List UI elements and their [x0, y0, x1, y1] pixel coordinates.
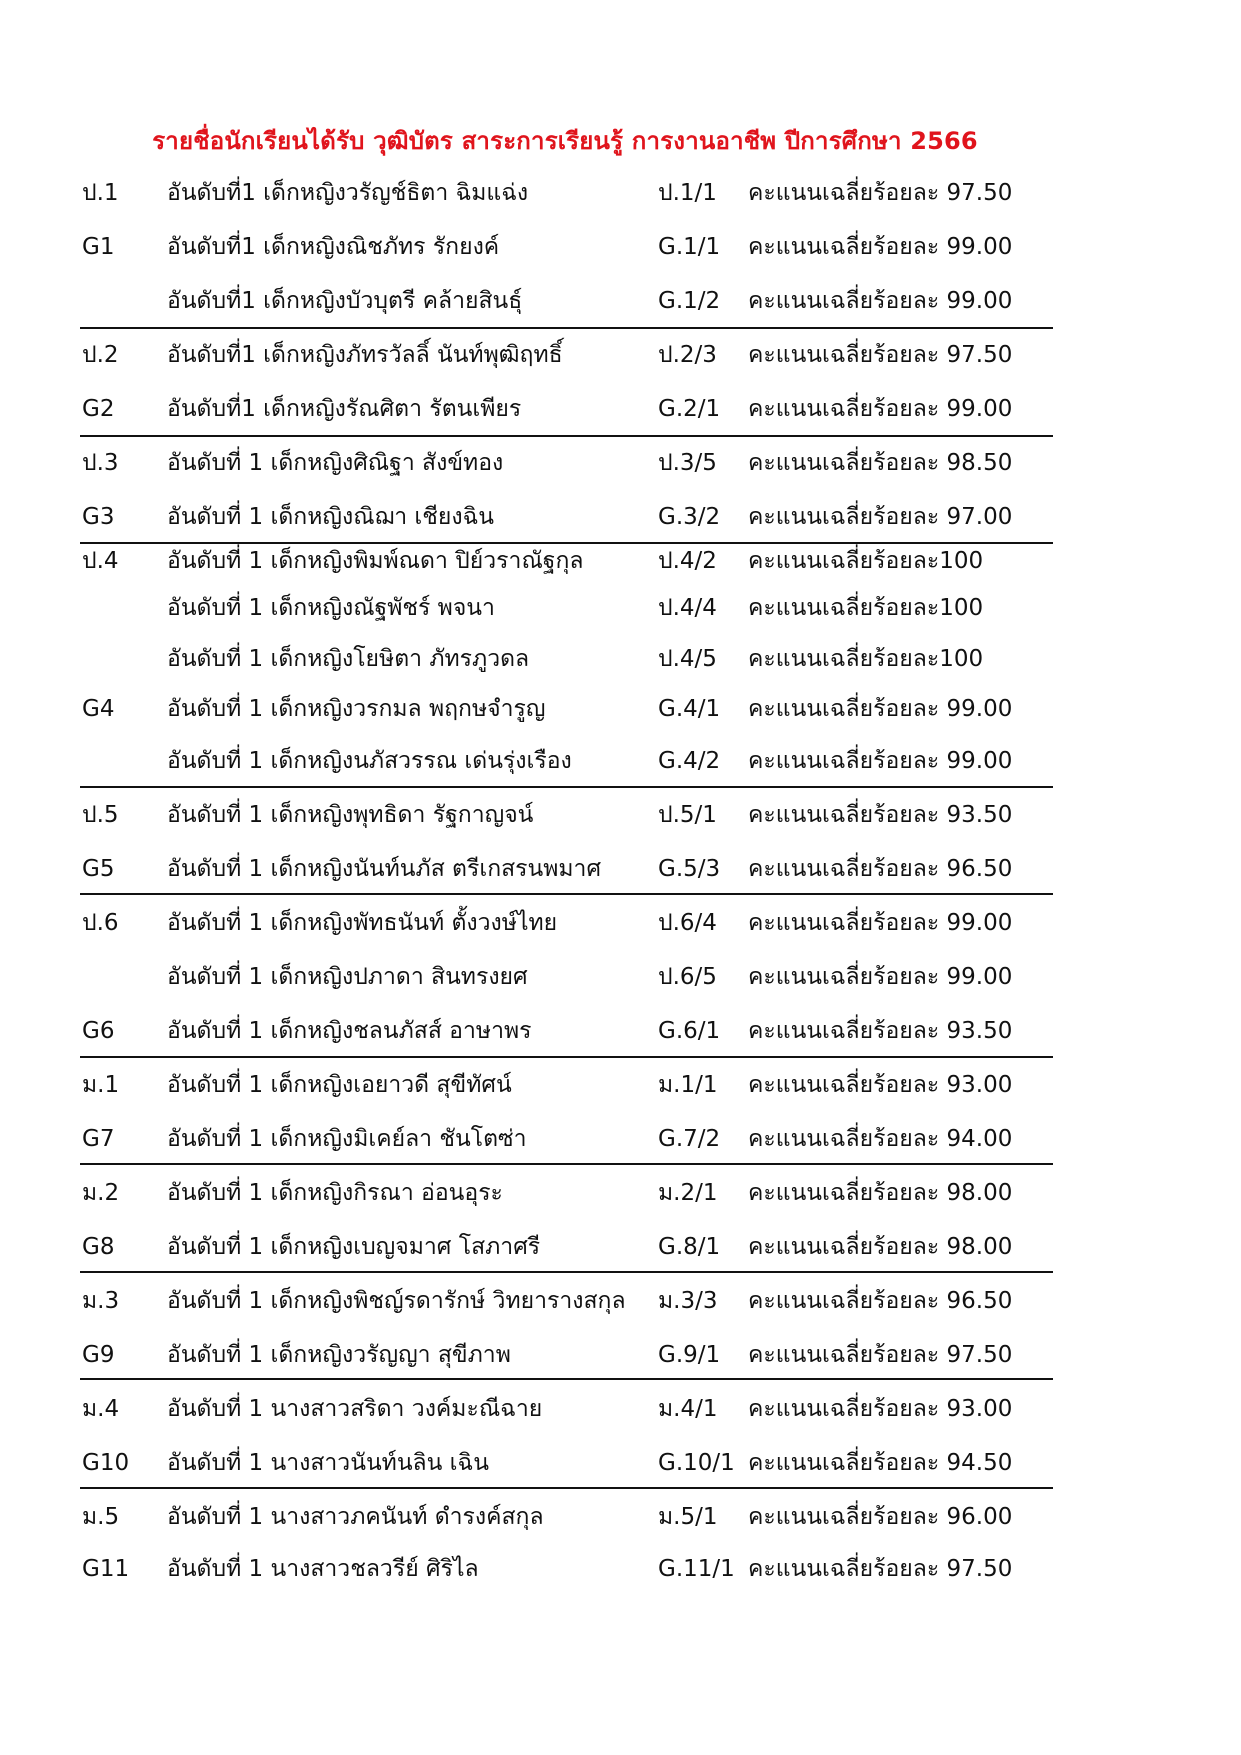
level-label: G10 [82, 1450, 130, 1476]
class-label: ป.6/5 [658, 964, 717, 990]
level-label: ป.6 [82, 910, 119, 936]
average-score: คะแนนเฉลี่ยร้อยละ 97.00 [748, 504, 1013, 530]
rank-name: อันดับที่ 1 นางสาวชลวรีย์ ศิริไล [167, 1556, 479, 1582]
rank-name: อันดับที่ 1 เด็กหญิงวรกมล พฤกษจำรูญ [167, 696, 546, 722]
rank-name: อันดับที่ 1 เด็กหญิงโยษิตา ภัทรภูวดล [167, 646, 530, 672]
average-score: คะแนนเฉลี่ยร้อยละ 99.00 [748, 234, 1013, 260]
average-score: คะแนนเฉลี่ยร้อยละ 96.50 [748, 856, 1013, 882]
class-label: G.1/2 [658, 288, 721, 314]
average-score: คะแนนเฉลี่ยร้อยละ 93.50 [748, 1018, 1013, 1044]
level-label: G11 [82, 1556, 130, 1582]
class-label: G.6/1 [658, 1018, 721, 1044]
class-label: G.2/1 [658, 396, 721, 422]
level-label: G9 [82, 1342, 115, 1368]
class-label: G.1/1 [658, 234, 721, 260]
average-score: คะแนนเฉลี่ยร้อยละ 99.00 [748, 748, 1013, 774]
section-divider [80, 1271, 1053, 1273]
class-label: ม.1/1 [658, 1072, 718, 1098]
rank-name: อันดับที่ 1 เด็กหญิงณิฌา เชียงฉิน [167, 504, 494, 530]
rank-name: อันดับที่ 1 เด็กหญิงนันท์นภัส ตรีเกสรนพมาศ [167, 856, 602, 882]
level-label: G2 [82, 396, 115, 422]
average-score: คะแนนเฉลี่ยร้อยละ100 [748, 548, 984, 574]
average-score: คะแนนเฉลี่ยร้อยละ 96.50 [748, 1288, 1013, 1314]
class-label: ป.4/5 [658, 646, 717, 672]
rank-name: อันดับที่1 เด็กหญิงวรัญช์ธิตา ฉิมแฉ่ง [167, 180, 529, 206]
rank-name: อันดับที่ 1 เด็กหญิงพิมพ์ณดา ปิย์วราณัฐกุล [167, 548, 584, 574]
rank-name: อันดับที่ 1 เด็กหญิงนภัสวรรณ เด่นรุ่งเรือง [167, 748, 572, 774]
section-divider [80, 786, 1053, 788]
class-label: G.9/1 [658, 1342, 721, 1368]
class-label: G.7/2 [658, 1126, 721, 1152]
average-score: คะแนนเฉลี่ยร้อยละ100 [748, 646, 984, 672]
level-label: G4 [82, 696, 115, 722]
class-label: ป.6/4 [658, 910, 717, 936]
rank-name: อันดับที่ 1 เด็กหญิงกิรณา อ่อนอุระ [167, 1180, 503, 1206]
class-label: ม.3/3 [658, 1288, 718, 1314]
average-score: คะแนนเฉลี่ยร้อยละ 97.50 [748, 1556, 1013, 1582]
class-label: G.10/1 [658, 1450, 735, 1476]
level-label: ม.2 [82, 1180, 120, 1206]
class-label: G.8/1 [658, 1234, 721, 1260]
level-label: ป.4 [82, 548, 119, 574]
level-label: G6 [82, 1018, 115, 1044]
rank-name: อันดับที่1 เด็กหญิงภัทรวัลลิ์ นันท์พุฒิฤทธิ์ [167, 342, 563, 368]
average-score: คะแนนเฉลี่ยร้อยละ 98.00 [748, 1234, 1013, 1260]
level-label: G7 [82, 1126, 115, 1152]
section-divider [80, 435, 1053, 437]
rank-name: อันดับที่ 1 เด็กหญิงวรัญญา สุขีภาพ [167, 1342, 511, 1368]
average-score: คะแนนเฉลี่ยร้อยละ 99.00 [748, 964, 1013, 990]
level-label: G5 [82, 856, 115, 882]
rank-name: อันดับที่ 1 เด็กหญิงพุทธิดา รัฐกาญจน์ [167, 802, 534, 828]
average-score: คะแนนเฉลี่ยร้อยละ 93.00 [748, 1072, 1013, 1098]
class-label: G.4/1 [658, 696, 721, 722]
level-label: ม.3 [82, 1288, 120, 1314]
class-label: ม.2/1 [658, 1180, 718, 1206]
rank-name: อันดับที่1 เด็กหญิงณิชภัทร รักยงค์ [167, 234, 500, 260]
class-label: G.3/2 [658, 504, 721, 530]
section-divider [80, 893, 1053, 895]
rank-name: อันดับที่ 1 เด็กหญิงเบญจมาศ โสภาศรี [167, 1234, 541, 1260]
average-score: คะแนนเฉลี่ยร้อยละ 97.50 [748, 180, 1013, 206]
average-score: คะแนนเฉลี่ยร้อยละ 93.50 [748, 802, 1013, 828]
rank-name: อันดับที่ 1 นางสาวนันท์นลิน เฉิน [167, 1450, 489, 1476]
level-label: ป.2 [82, 342, 119, 368]
level-label: G8 [82, 1234, 115, 1260]
class-label: G.5/3 [658, 856, 721, 882]
rank-name: อันดับที่ 1 นางสาวสริดา วงค์มะณีฉาย [167, 1396, 543, 1422]
average-score: คะแนนเฉลี่ยร้อยละ 97.50 [748, 342, 1013, 368]
rank-name: อันดับที่1 เด็กหญิงรัณศิตา รัตนเพียร [167, 396, 522, 422]
level-label: ป.3 [82, 450, 119, 476]
class-label: ป.4/2 [658, 548, 717, 574]
class-label: ป.5/1 [658, 802, 717, 828]
level-label: G1 [82, 234, 115, 260]
section-divider [80, 1056, 1053, 1058]
average-score: คะแนนเฉลี่ยร้อยละ 94.50 [748, 1450, 1013, 1476]
level-label: ม.1 [82, 1072, 120, 1098]
rank-name: อันดับที่ 1 เด็กหญิงชลนภัสส์ อาษาพร [167, 1018, 532, 1044]
rank-name: อันดับที่ 1 เด็กหญิงปภาดา สินทรงยศ [167, 964, 528, 990]
average-score: คะแนนเฉลี่ยร้อยละ 99.00 [748, 910, 1013, 936]
rank-name: อันดับที่ 1 เด็กหญิงศิณิฐา สังข์ทอง [167, 450, 504, 476]
average-score: คะแนนเฉลี่ยร้อยละ 94.00 [748, 1126, 1013, 1152]
rank-name: อันดับที่ 1 เด็กหญิงณัฐพัชร์ พจนา [167, 595, 495, 621]
level-label: ป.1 [82, 180, 119, 206]
rank-name: อันดับที่ 1 เด็กหญิงมิเคย์ลา ชันโตซ่า [167, 1126, 527, 1152]
level-label: ป.5 [82, 802, 119, 828]
average-score: คะแนนเฉลี่ยร้อยละ 99.00 [748, 288, 1013, 314]
rank-name: อันดับที่ 1 เด็กหญิงพิชญ์รดารักษ์ วิทยารางสกุล [167, 1288, 626, 1314]
rank-name: อันดับที่ 1 เด็กหญิงเอยาวดี สุขีทัศน์ [167, 1072, 512, 1098]
rank-name: อันดับที่ 1 นางสาวภคนันท์ ดำรงค์สกุล [167, 1504, 544, 1530]
rank-name: อันดับที่1 เด็กหญิงบัวบุตรี คล้ายสินธุ์ [167, 288, 523, 314]
section-divider [80, 1487, 1053, 1489]
section-divider [80, 1378, 1053, 1380]
section-divider [80, 327, 1053, 329]
average-score: คะแนนเฉลี่ยร้อยละ 93.00 [748, 1396, 1013, 1422]
average-score: คะแนนเฉลี่ยร้อยละ 99.00 [748, 696, 1013, 722]
level-label: ม.4 [82, 1396, 120, 1422]
average-score: คะแนนเฉลี่ยร้อยละ 98.50 [748, 450, 1013, 476]
document-title: รายชื่อนักเรียนได้รับ วุฒิบัตร สาระการเรียนรู้ การงานอาชีพ ปีการศึกษา 2566 [152, 127, 978, 155]
class-label: ป.2/3 [658, 342, 717, 368]
class-label: ป.4/4 [658, 595, 717, 621]
average-score: คะแนนเฉลี่ยร้อยละ 98.00 [748, 1180, 1013, 1206]
class-label: ม.4/1 [658, 1396, 718, 1422]
average-score: คะแนนเฉลี่ยร้อยละ100 [748, 595, 984, 621]
section-divider [80, 542, 1053, 544]
rank-name: อันดับที่ 1 เด็กหญิงพัทธนันท์ ตั้งวงษ์ไทย [167, 910, 558, 936]
class-label: ป.1/1 [658, 180, 717, 206]
average-score: คะแนนเฉลี่ยร้อยละ 96.00 [748, 1504, 1013, 1530]
average-score: คะแนนเฉลี่ยร้อยละ 99.00 [748, 396, 1013, 422]
class-label: ป.3/5 [658, 450, 717, 476]
class-label: G.4/2 [658, 748, 721, 774]
class-label: ม.5/1 [658, 1504, 718, 1530]
level-label: G3 [82, 504, 115, 530]
level-label: ม.5 [82, 1504, 120, 1530]
average-score: คะแนนเฉลี่ยร้อยละ 97.50 [748, 1342, 1013, 1368]
section-divider [80, 1163, 1053, 1165]
class-label: G.11/1 [658, 1556, 735, 1582]
